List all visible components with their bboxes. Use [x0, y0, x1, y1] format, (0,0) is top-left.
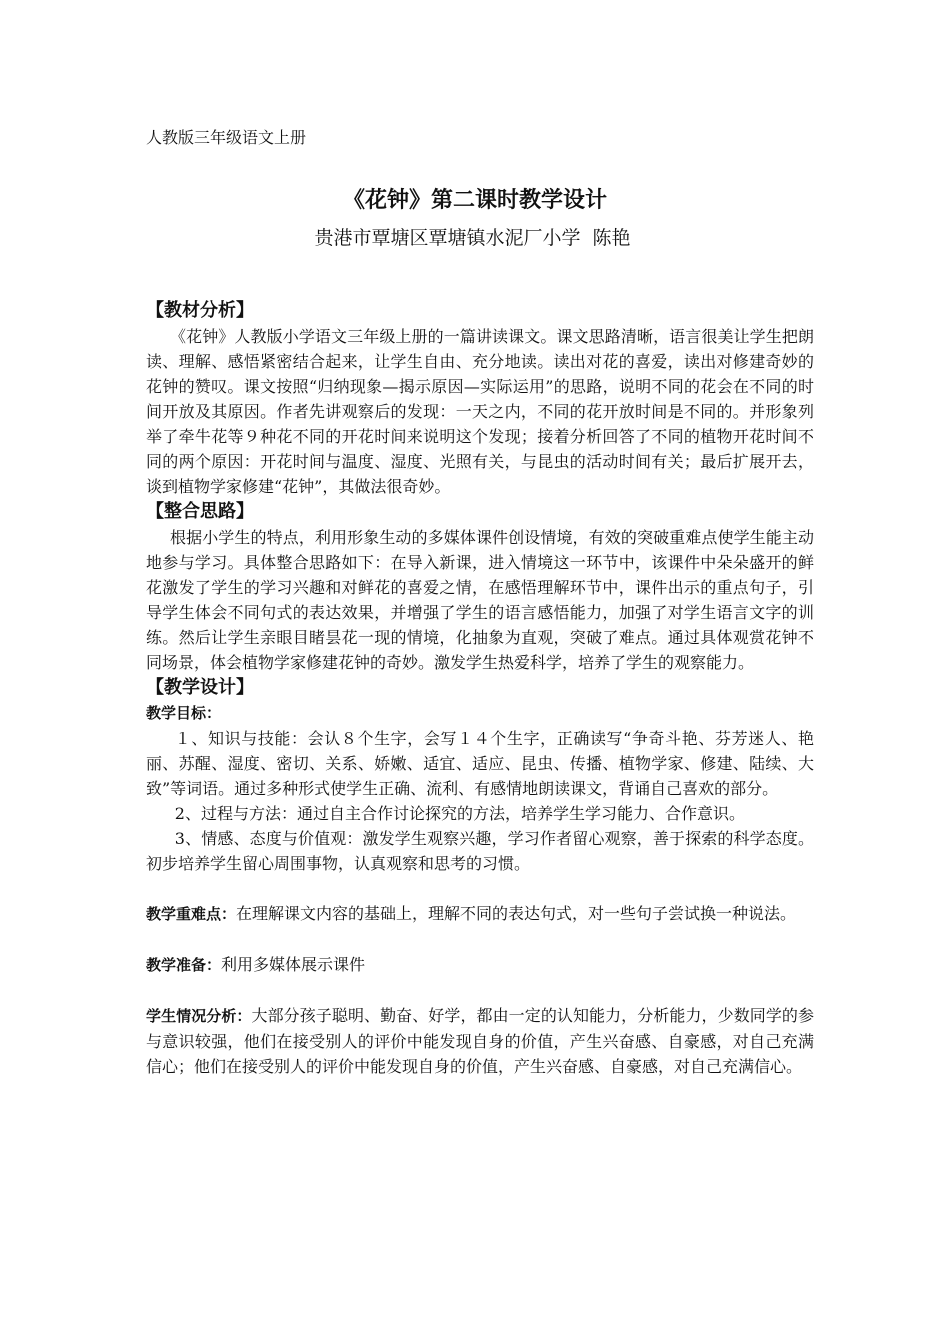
teaching-goals-label: 教学目标： [146, 704, 222, 722]
material-analysis-text: 《花钟》人教版小学语文三年级上册的一篇讲读课文。课文思路清晰，语言很美让学生把朗读、理解、感悟紧密结合起来，让学生自由、充分地读。读出对花的喜爱，读出对修建奇妙的花钟的赞叹。课文按照“归纳现象—揭示原因—实际运用”的思路，说明不同的花会在不同的时间开放及其原因。作者先讲观察后的发现：一天之内，不同的花开放时间是不同的。并形象列举了牵牛花等９种花不同的开花时间来说明这个发现；接着分析回答了不同的植物开花时间不同的两个原因：开花时间与温度、湿度、光照有关，与昆虫的活动时间有关；最后扩展开去，谈到植物学家修建“花钟”，其做法很奇妙。 [146, 327, 814, 496]
student-analysis-paragraph [146, 1003, 814, 1079]
integration-text: 根据小学生的特点，利用形象生动的多媒体课件创设情境，有效的突破重难点使学生能主动地参与学习。具体整合思路如下：在导入新课，进入情境这一环节中，该课件中朵朵盛开的鲜花激发了学生的学习兴趣和对鲜花的喜爱之情，在感悟理解环节中，课件出示的重点句子，引导学生体会不同句式的表达效果，并增强了学生的语言感悟能力，加强了对学生语言文字的训练。然后让学生亲眼目睹昙花一现的情境，化抽象为直观，突破了难点。通过具体观赏花钟不同场景，体会植物学家修建花钟的奇妙。激发学生热爱科学，培养了学生的观察能力。 [146, 528, 814, 672]
key-points-text: 在理解课文内容的基础上，理解不同的表达句式，对一些句子尝试换一种说法。 [236, 904, 797, 923]
spacer [146, 978, 814, 1003]
document-body [146, 298, 814, 1079]
textbook-label: 人教版三年级语文上册 [146, 128, 307, 147]
section-heading-material-analysis: 【教材分析】 [146, 300, 254, 321]
student-analysis-text: 大部分孩子聪明、勤奋、好学，都由一定的认知能力，分析能力，少数同学的参与意识较强，他们在接受别人的评价中能发现自身的价值，产生兴奋感、自豪感，对自己充满信心；他们在接受别人的评价中能发现自身的价值，产生兴奋感、自豪感，对自己充满信心。 [146, 1006, 814, 1076]
document-title: 《花钟》第二课时教学设计 [342, 187, 607, 213]
key-points-label: 教学重难点： [146, 905, 237, 923]
spacer [146, 927, 814, 952]
preparation-label: 教学准备： [146, 956, 222, 974]
teaching-goal-3: 3、情感、态度与价值观：激发学生观察兴趣，学习作者留心观察，善于探索的科学态度。初步培养学生留心周围事物，认真观察和思考的习惯。 [146, 829, 814, 873]
preparation-paragraph [146, 952, 814, 978]
section-heading-teaching-design: 【教学设计】 [146, 677, 254, 698]
teaching-goal-2: 2、过程与方法：通过自主合作讨论探究的方法，培养学生学习能力、合作意识。 [174, 804, 745, 823]
key-points-paragraph [146, 901, 814, 927]
student-analysis-label: 学生情况分析： [146, 1007, 252, 1025]
author-line: 贵港市覃塘区覃塘镇水泥厂小学 陈艳 [314, 227, 631, 249]
teaching-goal-1: １、知识与技能：会认８个生字，会写１４个生字，正确读写“争奇斗艳、芬芳迷人、艳丽、苏醒、湿度、密切、关系、娇嫩、适宜、适应、昆虫、传播、植物学家、修建、陆续、大致”等词语。通过多种形式使学生正确、流利、有感情地朗读课文，背诵自己喜欢的部分。 [146, 729, 814, 798]
spacer [146, 876, 814, 901]
preparation-text: 利用多媒体展示课件 [221, 955, 366, 974]
section-heading-integration: 【整合思路】 [146, 501, 254, 522]
